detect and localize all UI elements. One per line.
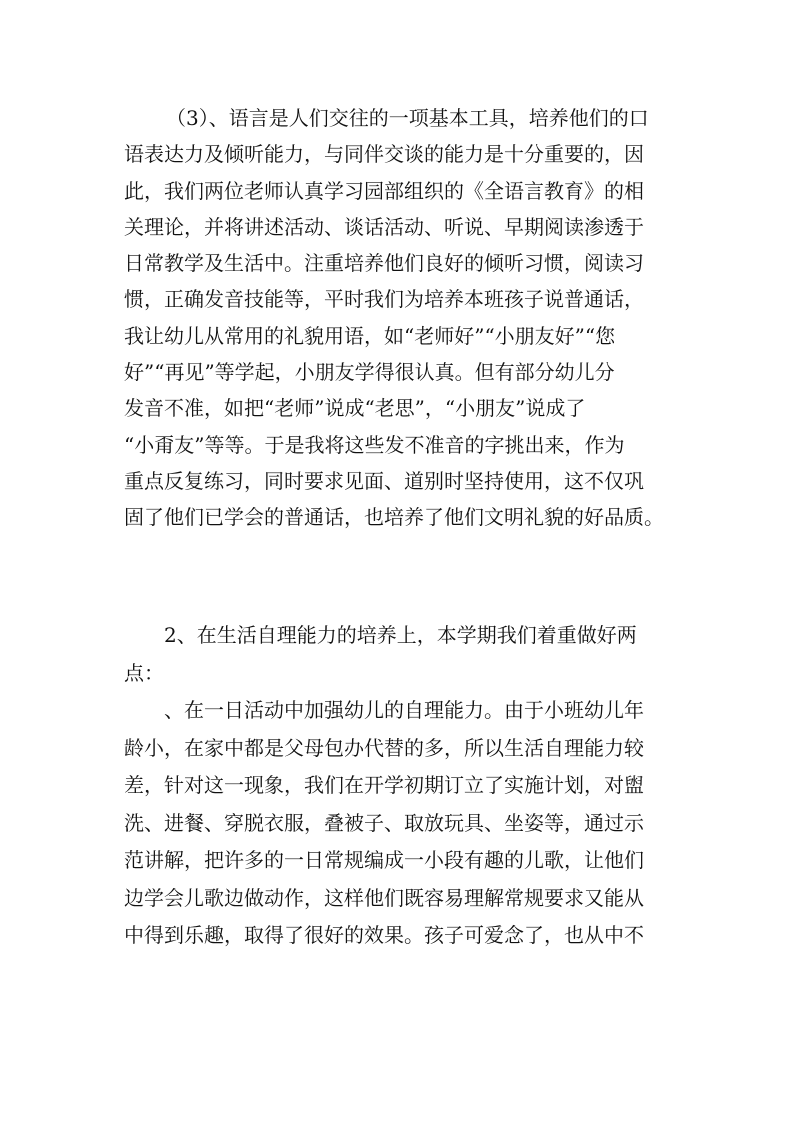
text-line: 龄小，在家中都是父母包办代替的多，所以生活自理能力较 [124, 735, 644, 760]
text-line: 我让幼儿从常用的礼貌用语，如“老师好”“小朋友好”“您 [124, 323, 616, 348]
text-line: 点： [124, 660, 164, 685]
text-line: 差，针对这一现象，我们在开学初期订立了实施计划，对盥 [124, 773, 644, 797]
text-line: “小甭友”等等。于是我将这些发不准音的字挑出来，作为 [124, 432, 625, 457]
text-line: 2、在生活自理能力的培养上，本学期我们着重做好两 [164, 623, 637, 647]
text-line: 洗、进餐、穿脱衣服，叠被子、取放玩具、坐姿等，通过示 [124, 810, 644, 835]
paragraph-self-care [124, 617, 684, 955]
text-line: 范讲解，把许多的一日常规编成一小段有趣的儿歌，让他们 [124, 848, 644, 872]
text-line: 好”“再见”等学起，小朋友学得很认真。但有部分幼儿分 [124, 360, 615, 385]
text-line: 重点反复练习，同时要求见面、道别时坚持使用，这不仅巩 [124, 468, 644, 493]
text-line: 、在一日活动中加强幼儿的自理能力。由于小班幼儿年 [164, 698, 644, 722]
text-line: 关理论，并将讲述活动、谈话活动、听说、早期阅读渗透于 [124, 214, 644, 239]
text-line: 边学会儿歌边做动作，这样他们既容易理解常规要求又能从 [124, 885, 644, 910]
text-line: （3）、语言是人们交往的一项基本工具，培养他们的口 [166, 106, 649, 130]
text-line: 发音不准，如把“老师”说成“老思”，“小朋友”说成了 [124, 396, 586, 421]
text-line: 中得到乐趣，取得了很好的效果。孩子可爱念了，也从中不 [124, 923, 644, 947]
paragraph-language [124, 100, 684, 536]
text-line: 惯，正确发音技能等，平时我们为培养本班孩子说普通话， [124, 287, 644, 312]
text-line: 固了他们已学会的普通话，也培养了他们文明礼貌的好品质。 [124, 505, 664, 530]
text-line: 语表达力及倾听能力，与同伴交谈的能力是十分重要的，因 [124, 142, 644, 167]
text-line: 日常教学及生活中。注重培养他们良好的倾听习惯，阅读习 [124, 251, 644, 276]
text-line: 此，我们两位老师认真学习园部组织的《全语言教育》的相 [124, 178, 644, 203]
